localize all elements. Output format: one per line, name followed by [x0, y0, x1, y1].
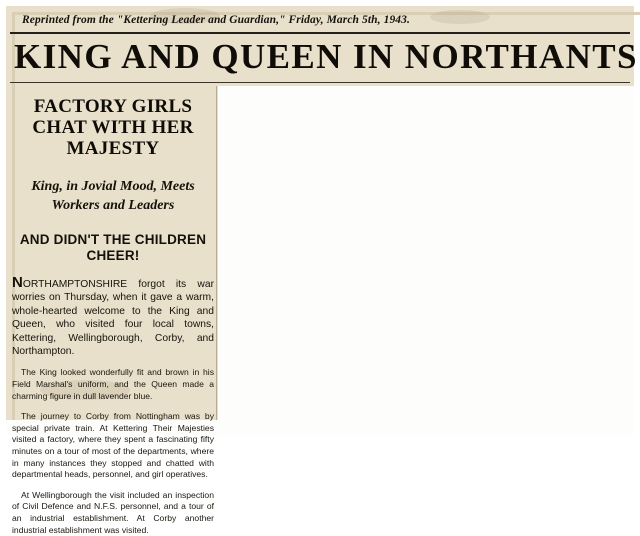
- subheadline-secondary: King, in Jovial Mood, Meets Workers and Leaders: [31, 179, 195, 213]
- article-paragraph: The King looked wonderfully fit and brown in his Field Marshal's uniform, and the Queen made a charming figure in dull lavender blue.: [12, 367, 214, 401]
- article-paragraph-text: ORTHAMPTONSHIRE forgot its war worries on Thursday, when it gave a warm, whole-hearted welcome to the King and Queen, who visited four local towns, Kettering, Wellingborough, Corby, and Northampton.: [12, 279, 214, 358]
- drop-cap: N: [12, 274, 23, 291]
- subheadline-tertiary: AND DIDN'T THE CHILDREN CHEER!: [19, 232, 207, 263]
- subheadline-primary: FACTORY GIRLS CHAT WITH HER MAJESTY: [32, 96, 194, 159]
- article-paragraph-lead: [12, 276, 214, 358]
- article-paragraph: The journey to Corby from Nottingham was by special private train. At Kettering Their Majesties visited a factory, where they spent a fascinating fifty minutes on a tour of most of the departments, where in many instances they stopped and chatted with departmental heads, personnel, and girl operatives.: [12, 411, 214, 480]
- blank-page-area: [218, 86, 634, 429]
- article-paragraph: At Wellingborough the visit included an inspection of Civil Defence and N.F.S. personnel, and a tour of an industrial establishment. At Corby another industrial establishment was visited.: [12, 489, 214, 535]
- source-attribution: Reprinted from the "Kettering Leader and Guardian," Friday, March 5th, 1943.: [22, 14, 410, 26]
- column-divider: [216, 86, 217, 420]
- headline-divider-bottom: [10, 82, 630, 83]
- article-column: [10, 90, 216, 535]
- main-headline: KING AND QUEEN IN NORTHANTS: [14, 37, 638, 76]
- headline-divider-top: [10, 32, 630, 34]
